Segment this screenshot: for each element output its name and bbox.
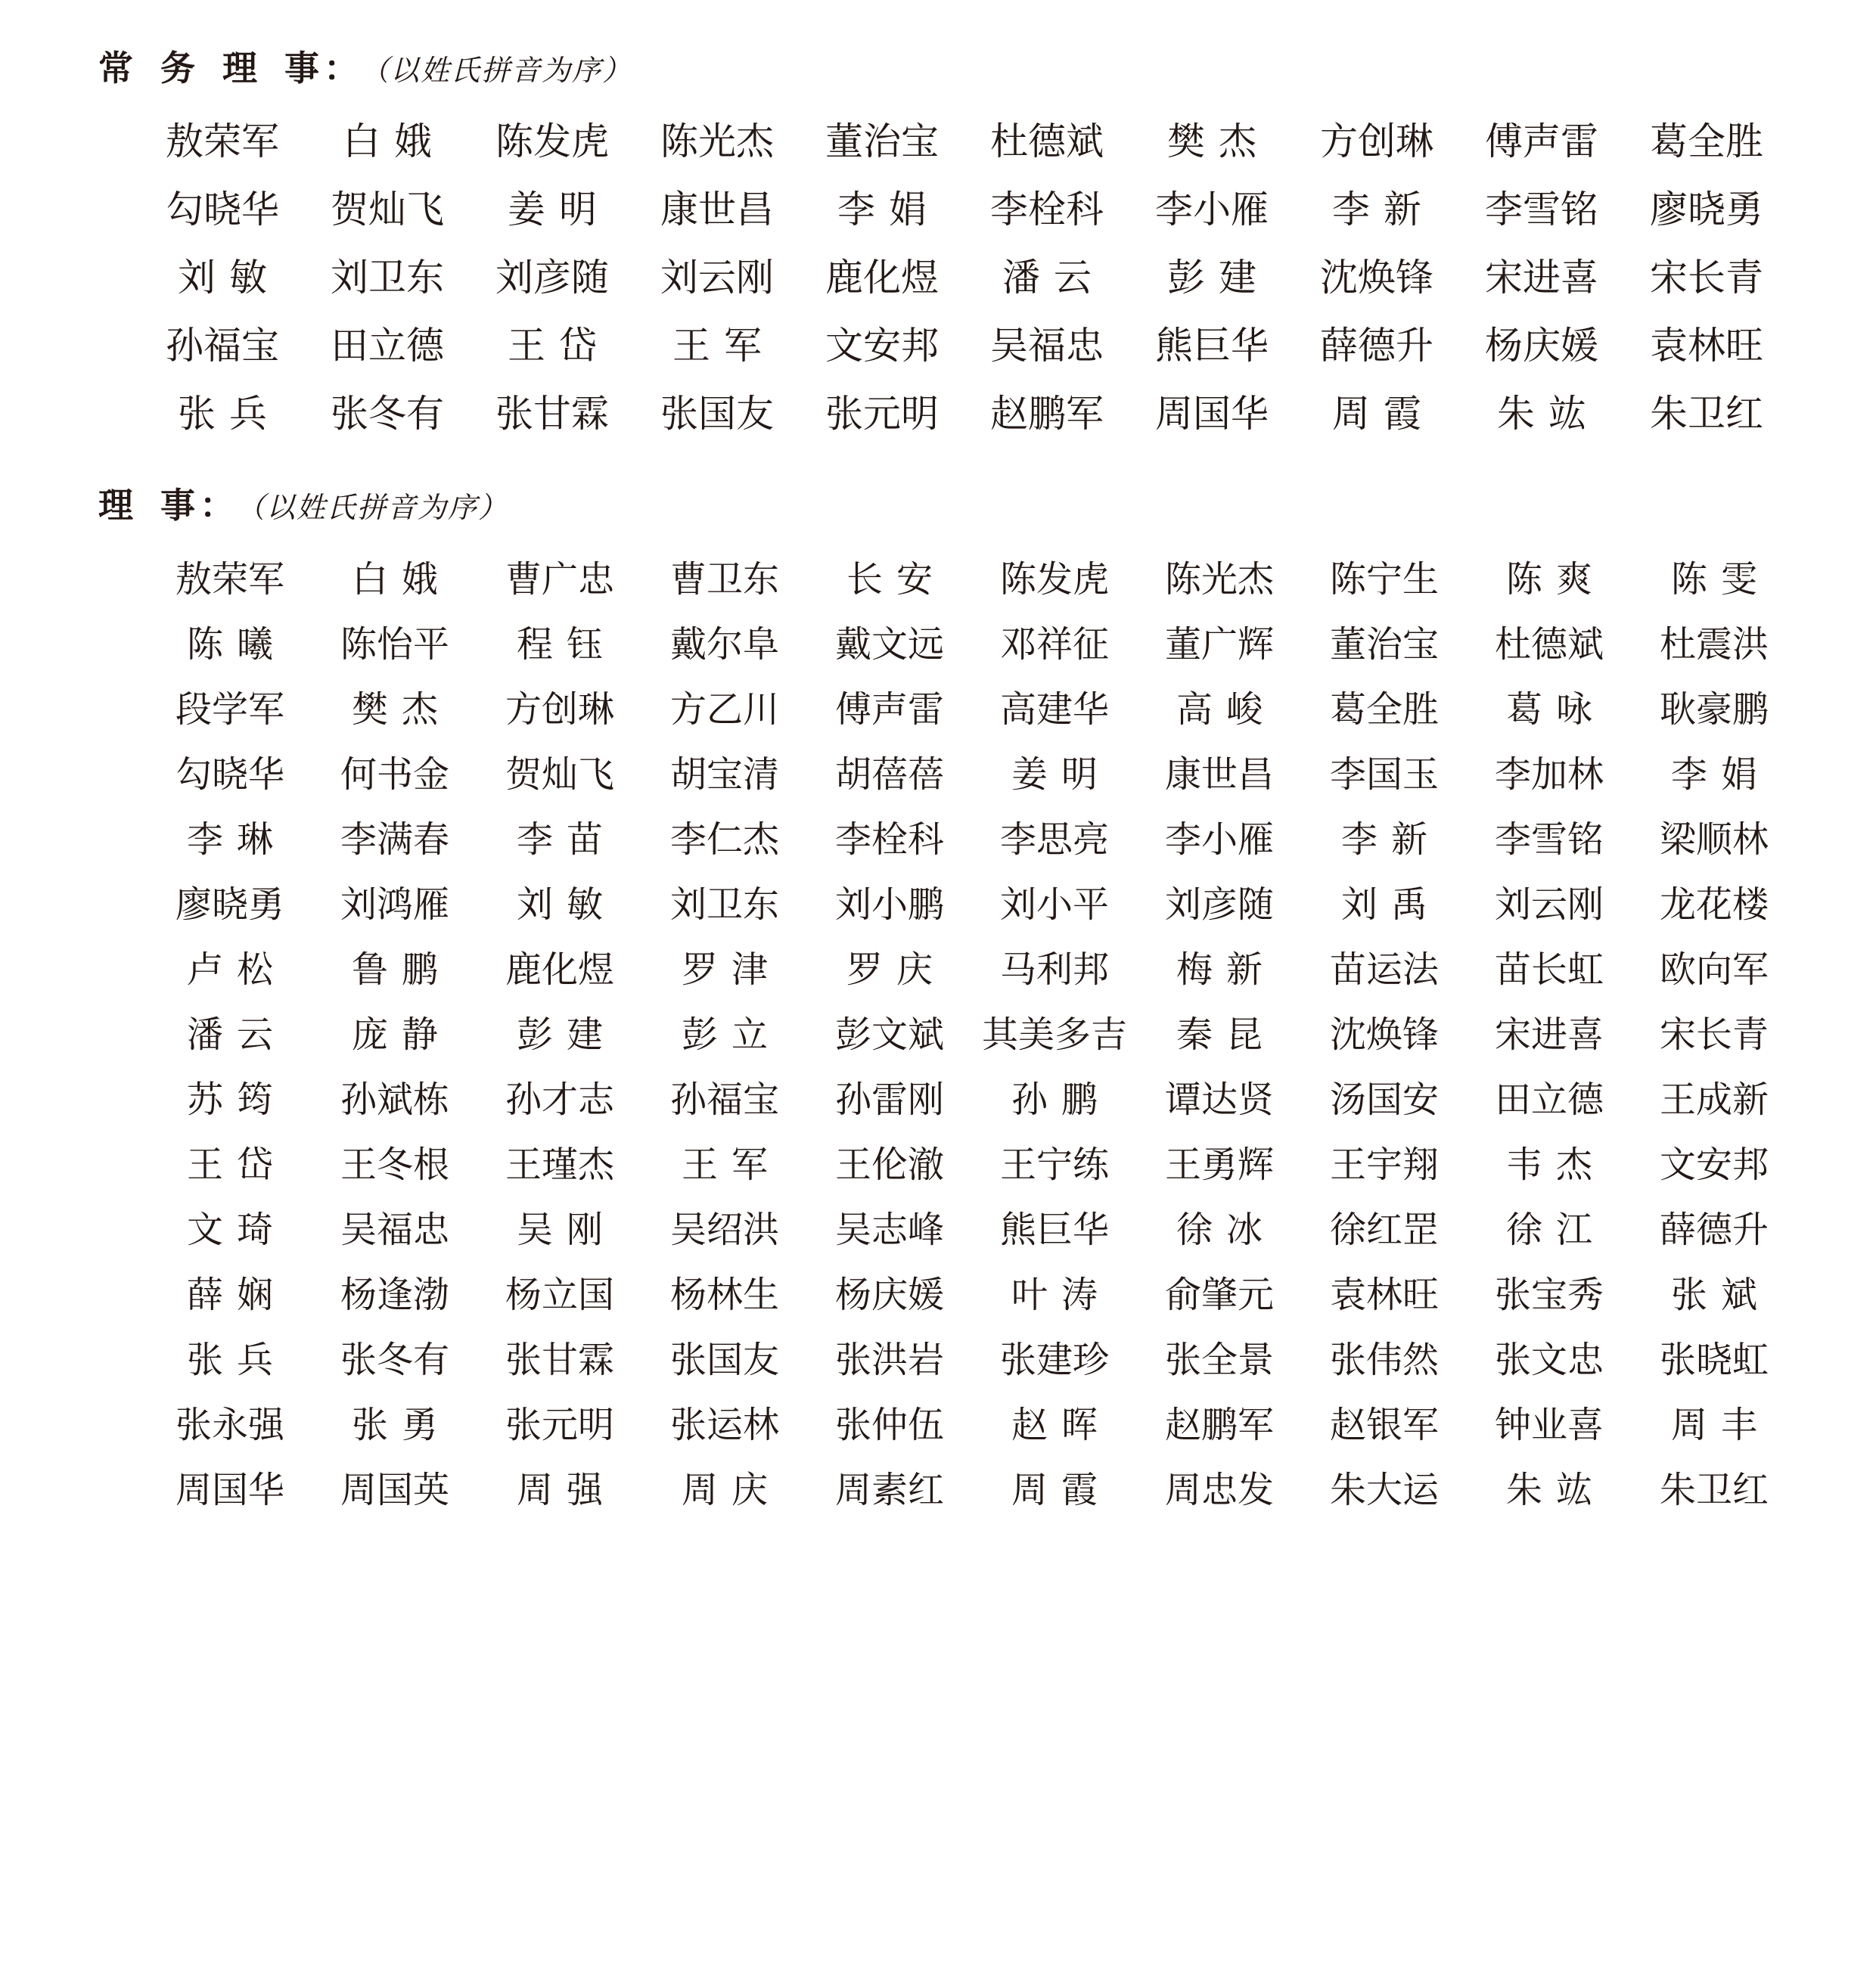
name-cell: 朱卫红 xyxy=(1650,392,1763,436)
name-cell: 李栓科 xyxy=(990,188,1104,231)
name-cell: 王军 xyxy=(672,324,775,368)
name-cell: 文琦 xyxy=(186,1209,287,1251)
name-cell: 李思亮 xyxy=(999,818,1109,861)
name-cell: 王冬根 xyxy=(340,1144,449,1186)
name-cell: 方创琳 xyxy=(505,688,614,731)
name-cell: 董治宝 xyxy=(1329,623,1439,666)
name-cell: 张斌 xyxy=(1670,1274,1771,1316)
name-cell: 白娥 xyxy=(351,558,452,601)
name-cell: 李满春 xyxy=(340,818,449,861)
name-cell: 张冬有 xyxy=(331,392,444,436)
name-cell: 杨立国 xyxy=(505,1274,614,1316)
name-cell: 李苗 xyxy=(516,818,617,861)
name-cell: 杜德斌 xyxy=(990,120,1104,163)
name-cell: 王瑾杰 xyxy=(505,1144,614,1186)
name-cell: 徐红罡 xyxy=(1329,1209,1439,1251)
name-cell: 张建珍 xyxy=(999,1339,1109,1381)
name-cell: 孙才志 xyxy=(505,1079,614,1121)
name-cell: 李仁杰 xyxy=(669,818,779,861)
name-cell: 陈光杰 xyxy=(1164,558,1274,601)
name-cell: 卢松 xyxy=(186,948,287,991)
name-cell: 陈光杰 xyxy=(660,120,774,163)
standing-directors-name-grid xyxy=(140,116,1789,439)
name-cell: 白娥 xyxy=(343,120,446,163)
name-cell: 高峻 xyxy=(1176,688,1276,731)
name-cell: 姜明 xyxy=(508,188,610,231)
name-cell: 其美多吉 xyxy=(981,1014,1127,1056)
name-cell: 张元明 xyxy=(825,392,939,436)
name-cell: 敖荣军 xyxy=(166,120,279,163)
name-cell: 宋进喜 xyxy=(1494,1014,1604,1056)
directors-name-grid xyxy=(148,555,1797,1514)
name-cell: 欧向军 xyxy=(1659,948,1769,991)
name-cell: 张勇 xyxy=(351,1404,452,1446)
name-cell: 李琳 xyxy=(186,818,287,861)
name-cell: 宋长青 xyxy=(1650,256,1763,300)
name-cell: 吴刚 xyxy=(516,1209,617,1251)
name-cell: 孙鹏 xyxy=(1011,1079,1111,1121)
name-cell: 张国友 xyxy=(669,1339,779,1381)
name-cell: 朱大运 xyxy=(1329,1469,1439,1511)
name-cell: 罗庆 xyxy=(846,948,946,991)
name-cell: 张元明 xyxy=(505,1404,614,1446)
name-cell: 廖晓勇 xyxy=(175,883,284,926)
name-cell: 康世昌 xyxy=(1164,753,1274,796)
name-cell: 陈曦 xyxy=(186,623,287,666)
name-cell: 陈爽 xyxy=(1505,558,1606,601)
name-cell: 刘小鹏 xyxy=(834,883,944,926)
name-cell: 杜震洪 xyxy=(1659,623,1769,666)
directors-heading-colon: ： xyxy=(200,485,235,526)
name-cell: 高建华 xyxy=(999,688,1109,731)
name-cell: 苏筠 xyxy=(186,1079,287,1121)
name-cell: 何书金 xyxy=(340,753,449,796)
name-cell: 张全景 xyxy=(1164,1339,1274,1381)
name-cell: 张运林 xyxy=(669,1404,779,1446)
name-cell: 陈宁生 xyxy=(1329,558,1439,601)
name-cell: 文安邦 xyxy=(825,324,939,368)
name-cell: 曹卫东 xyxy=(669,558,779,601)
name-cell: 孙雷刚 xyxy=(834,1079,944,1121)
name-cell: 耿豪鹏 xyxy=(1659,688,1769,731)
name-cell: 潘云 xyxy=(186,1014,287,1056)
name-cell: 周丰 xyxy=(1670,1404,1771,1446)
name-cell: 苗长虹 xyxy=(1494,948,1604,991)
standing-directors-heading-colon: ： xyxy=(324,48,359,88)
name-cell: 曹广忠 xyxy=(505,558,614,601)
name-cell: 彭立 xyxy=(681,1014,781,1056)
name-cell: 李娟 xyxy=(1670,753,1771,796)
name-cell: 薛德升 xyxy=(1320,324,1433,368)
name-cell: 张甘霖 xyxy=(505,1339,614,1381)
name-cell: 鹿化煜 xyxy=(825,256,939,300)
name-cell: 康世昌 xyxy=(660,188,774,231)
name-cell: 方创琳 xyxy=(1320,120,1433,163)
name-cell: 杨逢渤 xyxy=(340,1274,449,1316)
name-cell: 叶涛 xyxy=(1011,1274,1111,1316)
name-cell: 赵鹏军 xyxy=(1164,1404,1274,1446)
name-cell: 张伟然 xyxy=(1329,1339,1439,1381)
name-cell: 潘云 xyxy=(1002,256,1105,300)
name-cell: 李国玉 xyxy=(1329,753,1439,796)
name-cell: 文安邦 xyxy=(1659,1144,1769,1186)
standing-directors-heading-label: 常 务 理 事 xyxy=(98,48,328,88)
name-cell: 方乙川 xyxy=(669,688,779,731)
name-cell: 王军 xyxy=(681,1144,781,1186)
name-cell: 樊杰 xyxy=(1167,120,1270,163)
name-cell: 王宁练 xyxy=(999,1144,1109,1186)
name-cell: 贺灿飞 xyxy=(331,188,444,231)
name-cell: 姜明 xyxy=(1011,753,1111,796)
name-cell: 刘云刚 xyxy=(660,256,774,300)
name-cell: 程钰 xyxy=(516,623,617,666)
name-cell: 杨林生 xyxy=(669,1274,779,1316)
name-cell: 周忠发 xyxy=(1164,1469,1274,1511)
name-cell: 敖荣军 xyxy=(175,558,284,601)
name-cell: 葛全胜 xyxy=(1329,688,1439,731)
directors-heading-label: 理 事 xyxy=(98,485,203,526)
name-cell: 李新 xyxy=(1332,188,1435,231)
name-cell: 邓祥征 xyxy=(999,623,1109,666)
name-cell: 李小雁 xyxy=(1155,188,1269,231)
name-cell: 汤国安 xyxy=(1329,1079,1439,1121)
name-cell: 张永强 xyxy=(175,1404,284,1446)
name-cell: 周庆 xyxy=(681,1469,781,1511)
name-cell: 李栓科 xyxy=(834,818,944,861)
name-cell: 勾晓华 xyxy=(175,753,284,796)
name-cell: 朱竑 xyxy=(1505,1469,1606,1511)
name-cell: 徐冰 xyxy=(1176,1209,1276,1251)
name-cell: 马利邦 xyxy=(999,948,1109,991)
name-cell: 李新 xyxy=(1340,818,1441,861)
name-cell: 沈焕锋 xyxy=(1329,1014,1439,1056)
name-cell: 王伦澈 xyxy=(834,1144,944,1186)
name-cell: 苗运法 xyxy=(1329,948,1439,991)
name-cell: 戴文远 xyxy=(834,623,944,666)
directors-heading xyxy=(98,439,1876,528)
name-cell: 长安 xyxy=(846,558,946,601)
name-cell: 薛娴 xyxy=(186,1274,287,1316)
name-cell: 周国华 xyxy=(175,1469,284,1511)
name-cell: 樊杰 xyxy=(351,688,452,731)
name-cell: 陈雯 xyxy=(1670,558,1771,601)
name-cell: 胡宝清 xyxy=(669,753,779,796)
standing-directors-heading xyxy=(98,0,1876,91)
name-cell: 吴志峰 xyxy=(834,1209,944,1251)
name-cell: 周强 xyxy=(516,1469,617,1511)
name-cell: 袁林旺 xyxy=(1329,1274,1439,1316)
name-cell: 刘鸿雁 xyxy=(340,883,449,926)
name-cell: 田立德 xyxy=(1494,1079,1604,1121)
name-cell: 鹿化煜 xyxy=(505,948,614,991)
name-cell: 傅声雷 xyxy=(834,688,944,731)
name-cell: 王勇辉 xyxy=(1164,1144,1274,1186)
directors-heading-note: （以姓氏拼音为序） xyxy=(236,491,509,524)
name-cell: 薛德升 xyxy=(1659,1209,1769,1251)
name-cell: 彭文斌 xyxy=(834,1014,944,1056)
name-cell: 赵鹏军 xyxy=(990,392,1104,436)
name-cell: 勾晓华 xyxy=(166,188,279,231)
name-cell: 谭达贤 xyxy=(1164,1079,1274,1121)
name-cell: 刘卫东 xyxy=(331,256,444,300)
name-cell: 李雪铭 xyxy=(1494,818,1604,861)
name-cell: 杨庆媛 xyxy=(1485,324,1598,368)
name-cell: 杨庆媛 xyxy=(834,1274,944,1316)
name-cell: 袁林旺 xyxy=(1650,324,1763,368)
name-cell: 段学军 xyxy=(175,688,284,731)
name-cell: 刘彦随 xyxy=(1164,883,1274,926)
name-cell: 孙斌栋 xyxy=(340,1079,449,1121)
name-cell: 董治宝 xyxy=(825,120,939,163)
name-cell: 胡蓓蓓 xyxy=(834,753,944,796)
name-cell: 李加林 xyxy=(1494,753,1604,796)
name-cell: 张晓虹 xyxy=(1659,1339,1769,1381)
name-cell: 吴绍洪 xyxy=(669,1209,779,1251)
name-cell: 董广辉 xyxy=(1164,623,1274,666)
name-cell: 熊巨华 xyxy=(999,1209,1109,1251)
name-cell: 钟业喜 xyxy=(1494,1404,1604,1446)
name-cell: 刘彦随 xyxy=(495,256,609,300)
name-cell: 张兵 xyxy=(186,1339,287,1381)
name-cell: 朱竑 xyxy=(1497,392,1600,436)
name-cell: 王岱 xyxy=(186,1144,287,1186)
name-cell: 孙福宝 xyxy=(669,1079,779,1121)
name-cell: 李娟 xyxy=(837,188,940,231)
name-cell: 田立德 xyxy=(331,324,444,368)
name-cell: 张仲伍 xyxy=(834,1404,944,1446)
name-cell: 韦杰 xyxy=(1505,1144,1606,1186)
name-cell: 陈发虎 xyxy=(999,558,1109,601)
name-cell: 张宝秀 xyxy=(1494,1274,1604,1316)
standing-directors-heading-note: （以姓氏拼音为序） xyxy=(360,54,633,87)
name-cell: 张洪岩 xyxy=(834,1339,944,1381)
name-cell: 张冬有 xyxy=(340,1339,449,1381)
name-cell: 孙福宝 xyxy=(166,324,279,368)
name-cell: 刘小平 xyxy=(999,883,1109,926)
name-cell: 梁顺林 xyxy=(1659,818,1769,861)
name-cell: 龙花楼 xyxy=(1659,883,1769,926)
name-cell: 刘禹 xyxy=(1340,883,1441,926)
name-cell: 俞肇元 xyxy=(1164,1274,1274,1316)
name-cell: 梅新 xyxy=(1176,948,1276,991)
name-cell: 周国英 xyxy=(340,1469,449,1511)
name-cell: 周国华 xyxy=(1155,392,1269,436)
name-cell: 赵晖 xyxy=(1011,1404,1111,1446)
name-cell: 贺灿飞 xyxy=(505,753,614,796)
name-cell: 秦昆 xyxy=(1176,1014,1276,1056)
name-cell: 李雪铭 xyxy=(1485,188,1598,231)
standing-directors-section xyxy=(0,0,1876,439)
name-cell: 赵银军 xyxy=(1329,1404,1439,1446)
name-cell: 吴福忠 xyxy=(340,1209,449,1251)
name-cell: 朱卫红 xyxy=(1659,1469,1769,1511)
name-cell: 彭建 xyxy=(1167,256,1270,300)
name-cell: 罗津 xyxy=(681,948,781,991)
name-cell: 徐江 xyxy=(1505,1209,1606,1251)
name-cell: 刘云刚 xyxy=(1494,883,1604,926)
name-cell: 庞静 xyxy=(351,1014,452,1056)
name-cell: 刘敏 xyxy=(516,883,617,926)
name-cell: 葛咏 xyxy=(1505,688,1606,731)
name-cell: 王宇翔 xyxy=(1329,1144,1439,1186)
name-cell: 鲁鹏 xyxy=(351,948,452,991)
name-cell: 李小雁 xyxy=(1164,818,1274,861)
name-cell: 周霞 xyxy=(1011,1469,1111,1511)
name-cell: 张文忠 xyxy=(1494,1339,1604,1381)
name-cell: 沈焕锋 xyxy=(1320,256,1433,300)
name-cell: 宋进喜 xyxy=(1485,256,1598,300)
name-cell: 熊巨华 xyxy=(1155,324,1269,368)
name-cell: 张兵 xyxy=(178,392,281,436)
name-cell: 周素红 xyxy=(834,1469,944,1511)
name-cell: 宋长青 xyxy=(1659,1014,1769,1056)
name-cell: 王成新 xyxy=(1659,1079,1769,1121)
name-cell: 傅声雷 xyxy=(1485,120,1598,163)
name-cell: 张甘霖 xyxy=(495,392,609,436)
name-cell: 吴福忠 xyxy=(990,324,1104,368)
name-cell: 彭建 xyxy=(516,1014,617,1056)
name-cell: 张国友 xyxy=(660,392,774,436)
name-cell: 刘卫东 xyxy=(669,883,779,926)
name-cell: 戴尔阜 xyxy=(669,623,779,666)
name-cell: 王岱 xyxy=(508,324,610,368)
name-cell: 廖晓勇 xyxy=(1650,188,1763,231)
name-cell: 陈发虎 xyxy=(495,120,609,163)
name-cell: 刘敏 xyxy=(178,256,281,300)
name-cell: 周霞 xyxy=(1332,392,1435,436)
name-cell: 陈怡平 xyxy=(340,623,449,666)
name-cell: 葛全胜 xyxy=(1650,120,1763,163)
name-cell: 杜德斌 xyxy=(1494,623,1604,666)
directors-section xyxy=(0,439,1876,1514)
